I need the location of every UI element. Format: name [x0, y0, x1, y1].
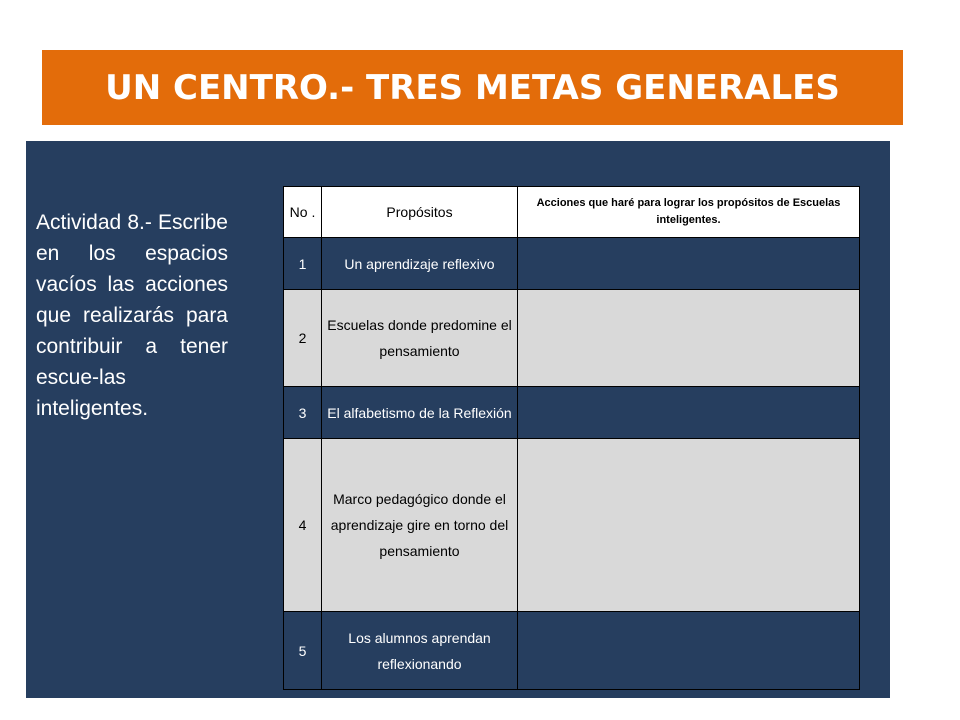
- title-bar: [42, 50, 903, 125]
- row-number: 3: [284, 387, 322, 439]
- activity-instructions: Actividad 8.- Escribe en los espacios vacíos las acciones que realizarás para contribuir a tener escue-las inteligentes.: [36, 211, 228, 420]
- header-no: No .: [284, 187, 322, 238]
- table-row: [284, 439, 860, 612]
- row-purpose: Un aprendizaje reflexivo: [322, 238, 518, 290]
- row-number: 2: [284, 290, 322, 387]
- row-purpose: El alfabetismo de la Reflexión: [322, 387, 518, 439]
- row-purpose: Escuelas donde predomine el pensamiento: [322, 290, 518, 387]
- row-action-cell[interactable]: [518, 387, 860, 439]
- row-number: 4: [284, 439, 322, 612]
- row-purpose: Los alumnos aprendan reflexionando: [322, 612, 518, 690]
- slide-title: UN CENTRO.- TRES METAS GENERALES: [105, 67, 840, 108]
- row-action-cell[interactable]: [518, 439, 860, 612]
- header-actions: Acciones que haré para lograr los propósitos de Escuelas inteligentes.: [518, 187, 860, 238]
- row-action-cell[interactable]: [518, 290, 860, 387]
- table-row: [284, 612, 860, 690]
- table-row: [284, 238, 860, 290]
- row-purpose: Marco pedagógico donde el aprendizaje gire en torno del pensamiento: [322, 439, 518, 612]
- table-row: [284, 387, 860, 439]
- row-number: 1: [284, 238, 322, 290]
- row-action-cell[interactable]: [518, 238, 860, 290]
- purposes-table-container: [283, 186, 859, 689]
- row-number: 5: [284, 612, 322, 690]
- purposes-table: [283, 186, 860, 690]
- header-purposes: Propósitos: [322, 187, 518, 238]
- table-header-row: [284, 187, 860, 238]
- table-row: [284, 290, 860, 387]
- row-action-cell[interactable]: [518, 612, 860, 690]
